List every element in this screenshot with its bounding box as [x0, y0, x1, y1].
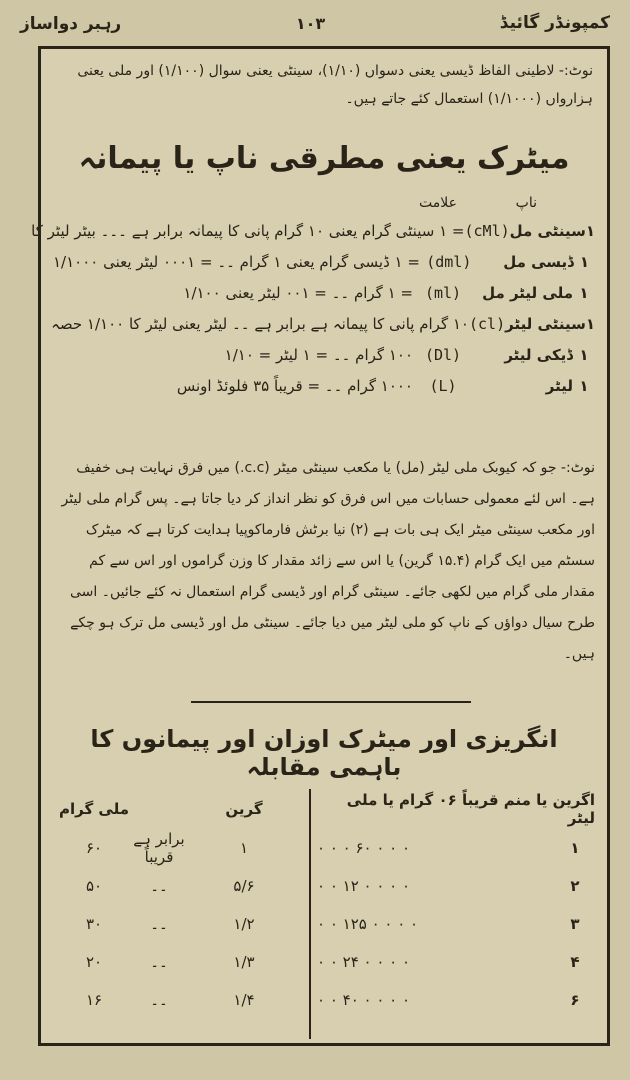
measure-row — [53, 308, 595, 339]
equivalent-value: ۰ ۰ ۱۲ ۰ ۰ ۰ ۰ — [317, 877, 411, 895]
measure-relation: = ۱ گرام ۔۔ = ۰۰۱ لیٹر یعنی ۱/۱۰۰ — [183, 283, 413, 302]
table-row — [317, 905, 595, 943]
measure-name: ڈیسی مل — [503, 252, 574, 271]
table-row — [317, 829, 595, 867]
section-divider — [191, 701, 471, 703]
grain-value: ۵/۶ — [233, 877, 255, 895]
row-number: ۱ — [579, 283, 589, 302]
column-header-symbol: علامت — [419, 195, 457, 211]
comparison-title: انگریزی اور میٹرک اوزان اور پیمانوں کا باہمی مقابلہ — [90, 725, 558, 781]
measure-symbol: (L) — [429, 376, 457, 395]
measure-relation: = ۱ سینٹی گرام یعنی ۱۰ گرام پانی کا پیمانہ برابر ہے ۔۔۔ بیٹر لیٹر کا — [31, 221, 465, 240]
relation-text: ۔۔ — [150, 953, 168, 971]
measure-name: ڈیکی لیٹر — [504, 345, 573, 364]
milligram-value: ۲۰ — [85, 953, 103, 971]
intro-note: نوٹ:- لاطینی الفاظ ڈیسی یعنی دسواں (۱/۱۰)، سینٹی یعنی سوال (۱/۱۰۰) اور ملی یعنی ہزارواں (۱/۱۰۰۰) استعمال کئے جاتے ہیں۔ — [77, 63, 593, 107]
table-row — [53, 867, 299, 905]
table-row — [317, 867, 595, 905]
measure-row — [53, 277, 595, 308]
measure-list — [31, 215, 595, 401]
milligram-value: ۶۰ — [85, 839, 103, 857]
measure-row — [53, 370, 595, 401]
grain-value: ۱/۲ — [233, 915, 255, 933]
table-row — [53, 905, 299, 943]
table-row — [317, 981, 595, 1019]
relation-text: ۔۔ — [150, 991, 168, 1009]
measure-name: سینٹی لیٹر — [505, 314, 586, 333]
table-row — [53, 943, 299, 981]
measure-name: ملی لیٹر مل — [482, 283, 573, 302]
column-header-measure: ناپ — [515, 195, 537, 211]
relation-text: ۔۔ — [150, 877, 168, 895]
equivalent-value: ۰ ۰ ۰ ۶۰ ۰ ۰ ۰ — [317, 839, 411, 857]
measure-name: لیٹر — [545, 376, 573, 395]
grain-value: ۱ — [570, 839, 580, 857]
page-title: میٹرک یعنی مطرقی ناپ یا پیمانہ — [78, 141, 570, 176]
grain-value: ۱/۳ — [233, 953, 255, 971]
equivalent-value: ۰ ۰ ۲۴ ۰ ۰ ۰ ۰ — [317, 953, 411, 971]
equivalent-value: ۰ ۰ ۴۰ ۰ ۰ ۰ ۰ — [317, 991, 411, 1009]
relation-text: ۔۔ — [150, 915, 168, 933]
section-title: رہبر دواساز — [20, 13, 122, 34]
comparison-left-header — [53, 789, 299, 829]
comparison-right-header: اگرین یا منم قریباً ۰۶ گرام یا ملی لیٹر — [346, 791, 595, 827]
row-number: ۱ — [585, 221, 595, 240]
measure-symbol: (cMl) — [464, 221, 510, 240]
measure-relation: ۱۰۰ گرام ۔۔ = ۱ لیٹر = ۱/۱۰ — [224, 345, 413, 364]
row-number: ۱ — [579, 252, 589, 271]
page-frame — [31, 46, 610, 1046]
grain-value: ۱ — [239, 839, 249, 857]
relation-text: برابر ہے قریباً — [133, 830, 185, 866]
row-number: ۱ — [585, 314, 595, 333]
measure-symbol: (cl) — [468, 314, 506, 333]
table-row — [53, 829, 299, 867]
page-header — [20, 6, 610, 40]
comparison-right-column — [309, 789, 595, 1039]
secondary-note: نوٹ:- جو کہ کیوبک ملی لیٹر (مل) یا مکعب سینٹی میٹر (c.c.) میں فرق نہایت ہی خفیف ہے۔ اس لئے معمولی حسابات میں اس فرق کو نظر انداز کر دیا جاتا ہے۔ پس گرام ملی لیٹر اور مکعب سینٹی میٹر ایک ہی بات ہے (۲) نیا برٹش فارماکوپیا ہدایت کرتا ہے کہ میٹرک سسٹم میں ایک گرام (۱۵.۴ گرین) یا اس سے زائد مقدار کا وزن گراموں اور اس سے کم مقدار ملی گرام میں لکھی جائے۔ سینٹی گرام اور ڈیسی گرام استعمال نہ کئے جائیں۔ اسی طرح سیال دواؤں کے ناپ کو ملی لیٹر میں دیا جائے۔ سینٹی مل اور ڈیسی مل ترک ہو چکے ہیں۔ — [61, 460, 595, 662]
milligram-value: ۵۰ — [85, 877, 103, 895]
grain-value: ۲ — [570, 877, 580, 895]
measure-row — [53, 339, 595, 370]
table-row — [53, 981, 299, 1019]
table-row — [317, 943, 595, 981]
measure-symbol: (Dl) — [424, 345, 462, 364]
grain-value: ۴ — [570, 953, 580, 971]
milligram-value: ۳۰ — [85, 915, 103, 933]
grain-value: ۳ — [570, 915, 580, 933]
comparison-table — [53, 789, 595, 1039]
grain-value: ۶ — [570, 991, 580, 1009]
row-number: ۱ — [579, 376, 589, 395]
measure-name: سینٹی مل — [509, 221, 586, 240]
grain-value: ۱/۴ — [233, 991, 255, 1009]
measure-symbol: (dml) — [426, 252, 472, 271]
measure-relation: ۱۰ گرام پانی کا پیمانہ ہے برابر ہے ۔۔ لیٹر یعنی لیٹر کا ۱/۱۰۰ حصہ — [51, 314, 469, 333]
equivalent-value: ۰ ۰ ۱۲۵ ۰ ۰ ۰ ۰ — [317, 915, 419, 933]
measure-relation: = ۱ ڈیسی گرام یعنی ۱ گرام ۔۔ = ۰۰۰۱ لیٹر یعنی ۱/۱۰۰۰ — [53, 252, 420, 271]
milligram-value: ۱۶ — [85, 991, 103, 1009]
book-title: کمپونڈر گائیڈ — [499, 13, 610, 33]
comparison-left-column — [53, 789, 309, 1039]
measure-symbol: (ml) — [424, 283, 462, 302]
measure-row — [31, 215, 595, 246]
milligram-header: ملی گرام — [59, 800, 129, 818]
measure-relation: ۱۰۰۰ گرام ۔۔ = قریباً ۳۵ فلوئڈ اونس — [176, 376, 413, 395]
measure-row — [53, 246, 595, 277]
row-number: ۱ — [579, 345, 589, 364]
page-number: ۱۰۳ — [295, 13, 326, 33]
grain-header: گرین — [225, 800, 263, 818]
